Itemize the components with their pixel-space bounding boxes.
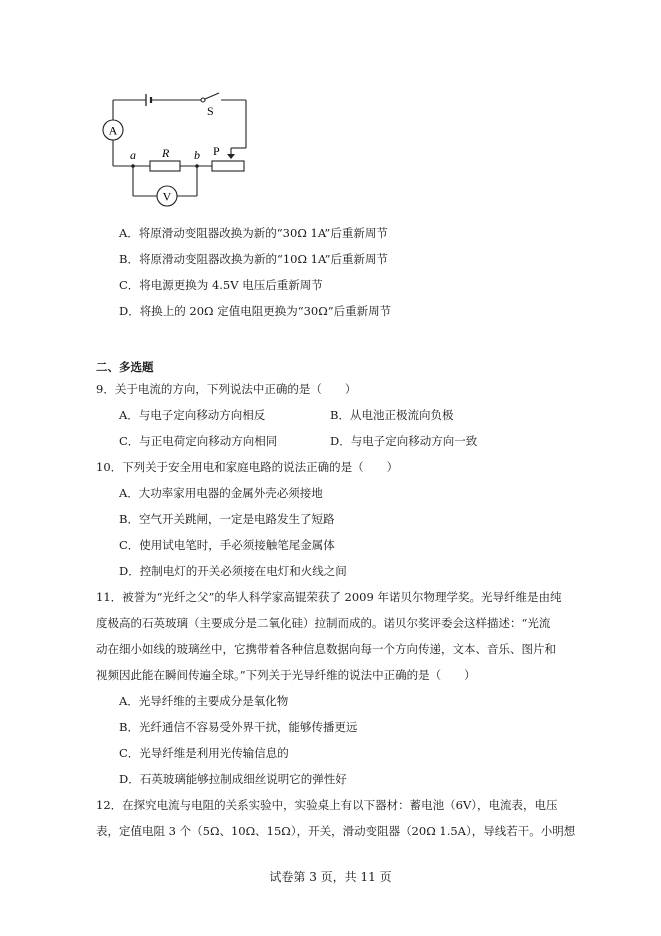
q11-option-b: B．光纤通信不容易受外界干扰，能够传播更远: [119, 720, 358, 734]
switch-label: S: [207, 104, 214, 118]
q12-stem-line-2: 表，定值电阻 3 个（5Ω、10Ω、15Ω），开关，滑动变阻器（20Ω 1.5A），导线若干。小明想: [96, 824, 576, 838]
point-b-label: b: [194, 148, 200, 162]
junction-b: [195, 164, 199, 168]
junction-a: [131, 164, 135, 168]
q8-option-a: A．将原滑动变阻器改换为新的“30Ω 1A”后重新周节: [119, 226, 388, 240]
q9-stem: 9．关于电流的方向，下列说法中正确的是（ ）: [96, 382, 357, 396]
q8-option-b: B．将原滑动变阻器改换为新的“10Ω 1A”后重新周节: [119, 252, 388, 266]
q12-stem-line-1: 12．在探究电流与电阻的关系实验中，实验桌上有以下器材：蓄电池（6V），电流表，电压: [96, 798, 558, 812]
q9-option-b: B．从电池正极流向负极: [330, 408, 454, 422]
ammeter-symbol: [103, 120, 123, 140]
voltmeter-label: V: [162, 189, 172, 204]
q11-stem-line-2: 度极高的石英玻璃（主要成分是二氧化硅）拉制而成的。诺贝尔奖评委会这样描述：“光流: [96, 616, 551, 630]
slider-label: P: [213, 144, 220, 158]
q10-stem: 10．下列关于安全用电和家庭电路的说法正确的是（ ）: [96, 460, 399, 474]
q10-option-a: A．大功率家用电器的金属外壳必须接地: [119, 486, 323, 500]
q9-option-c: C．与正电荷定向移动方向相同: [119, 434, 278, 448]
q11-option-a: A．光导纤维的主要成分是氧化物: [119, 694, 289, 708]
page-footer: 试卷第 3 页，共 11 页: [269, 870, 392, 884]
q10-option-b: B．空气开关跳闸，一定是电路发生了短路: [119, 512, 335, 526]
q8-option-d: D．将换上的 20Ω 定值电阻更换为“30Ω”后重新周节: [119, 304, 392, 318]
point-a-label: a: [130, 148, 136, 162]
section-title: 二、多选题: [96, 360, 154, 374]
q11-stem-line-1: 11．被誉为“光纤之父”的华人科学家高锟荣获了 2009 年诺贝尔物理学奖。光导纤维是由纯: [96, 590, 562, 604]
q10-option-d: D．控制电灯的开关必须接在电灯和火线之间: [119, 564, 347, 578]
q11-stem-line-3: 动在细小如线的玻璃丝中，它携带着各种信息数据向每一个方向传递，文本、音乐、图片和: [96, 642, 556, 656]
circuit-diagram: [100, 88, 260, 213]
voltmeter-symbol: [157, 186, 177, 206]
q11-stem-line-4: 视频因此能在瞬间传遍全球。”下列关于光导纤维的说法中正确的是（ ）: [96, 668, 476, 682]
q10-option-c: C．使用试电笔时，手必须接触笔尾金属体: [119, 538, 335, 552]
q9-option-a: A．与电子定向移动方向相反: [119, 408, 266, 422]
q9-option-d: D．与电子定向移动方向一致: [330, 434, 478, 448]
resistor-label: R: [162, 146, 170, 160]
ammeter-label: A: [108, 123, 118, 138]
q8-option-c: C．将电源更换为 4.5V 电压后重新周节: [119, 278, 323, 292]
q11-option-c: C．光导纤维是利用光传输信息的: [119, 746, 289, 760]
q11-option-d: D．石英玻璃能够拉制成细丝说明它的弹性好: [119, 772, 347, 786]
